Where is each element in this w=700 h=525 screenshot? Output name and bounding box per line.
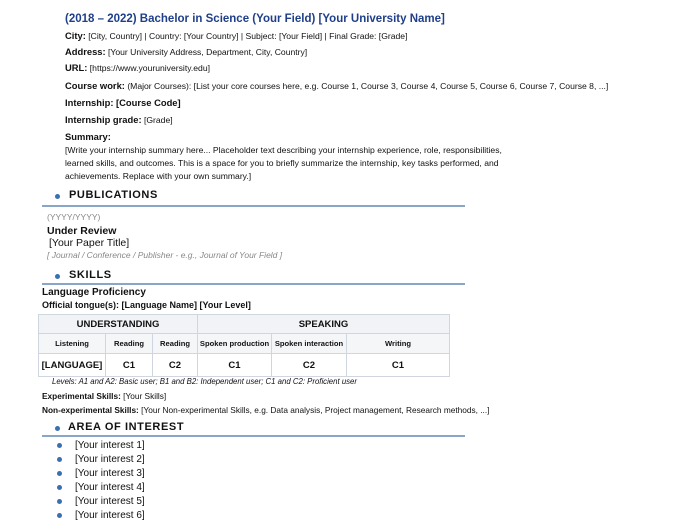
experimental-skills-value: [Your Skills] <box>123 391 167 401</box>
education-internship-row <box>65 97 181 108</box>
education-course-row <box>65 80 608 91</box>
language-proficiency-heading: Language Proficiency <box>42 287 146 298</box>
internship-label: Internship: [Course Code] <box>65 97 181 108</box>
mother-tongue: Official tongue(s): [Language Name] [Your Level] <box>42 300 251 310</box>
publication-title: [Your Paper Title] <box>49 237 130 249</box>
experimental-skills-row <box>42 391 166 401</box>
bullet-icon <box>57 443 62 448</box>
url-value: [https://www.youruniversity.edu] <box>89 63 210 73</box>
bullet-icon <box>57 499 62 504</box>
understanding-header: UNDERSTANDING <box>39 315 198 334</box>
interest-item: [Your interest 4] <box>57 482 145 493</box>
experimental-skills-label: Experimental Skills: <box>42 391 121 401</box>
publication-status: Under Review <box>47 225 117 237</box>
publication-date: (YYYY/YYYY) <box>47 212 101 222</box>
publication-journal: [ Journal / Conference / Publisher - e.g., Journal of Your Field ] <box>47 250 283 260</box>
section-bullet-icon <box>55 274 60 279</box>
education-grade-row <box>65 114 173 125</box>
section-divider <box>42 205 465 207</box>
level-cell: C2 <box>272 354 347 377</box>
publications-heading: PUBLICATIONS <box>69 189 158 201</box>
level-cell: C1 <box>106 354 153 377</box>
column-header: Writing <box>347 334 450 354</box>
level-cell: C2 <box>153 354 198 377</box>
internship-grade-value: [Grade] <box>143 115 173 125</box>
language-table-value-row <box>39 354 450 377</box>
address-value: [Your University Address, Department, City, Country] <box>108 47 308 57</box>
education-url-row <box>65 62 210 73</box>
url-label: URL: <box>65 62 88 73</box>
interests-heading: AREA OF INTEREST <box>68 421 185 433</box>
summary-line: learned skills, and outcomes. This is a space for you to briefly summarize the internship, key tasks performed, and <box>65 158 499 168</box>
bullet-icon <box>57 457 62 462</box>
speaking-header: SPEAKING <box>198 315 450 334</box>
column-header: Reading <box>153 334 198 354</box>
internship-grade-label: Internship grade: <box>65 114 142 125</box>
interest-item: [Your interest 6] <box>57 510 145 521</box>
summary-line: [Write your internship summary here... Placeholder text describing your internship experience, role, responsibilities, <box>65 145 502 155</box>
interest-item: [Your interest 3] <box>57 468 145 479</box>
summary-line: achievements. Replace with your own summary.] <box>65 171 252 181</box>
interest-item: [Your interest 1] <box>57 440 145 451</box>
skills-heading: SKILLS <box>69 269 112 281</box>
language-table <box>38 314 450 377</box>
bullet-icon <box>57 513 62 518</box>
education-address-row <box>65 46 307 57</box>
language-table-group-row <box>39 315 450 334</box>
bullet-icon <box>57 471 62 476</box>
section-bullet-icon <box>55 426 60 431</box>
levels-note: Levels: A1 and A2: Basic user; B1 and B2: Independent user; C1 and C2: Proficient user <box>52 377 357 386</box>
section-divider <box>42 283 465 285</box>
column-header: Spoken production <box>198 334 272 354</box>
address-label: Address: <box>65 46 106 57</box>
language-table-column-row <box>39 334 450 354</box>
level-cell: C1 <box>198 354 272 377</box>
column-header: Listening <box>39 334 106 354</box>
section-divider <box>42 435 465 437</box>
city-value: [City, Country] | Country: [Your Country] | Subject: [Your Field] | Final Grade: [Grade] <box>88 31 408 41</box>
bullet-icon <box>57 485 62 490</box>
course-value: (Major Courses): [List your core courses here, e.g. Course 1, Course 3, Course 4, Course 5, Course 6, Course 7, Course 8, ...] <box>127 81 609 91</box>
course-label: Course work: <box>65 80 125 91</box>
summary-heading: Summary: <box>65 131 111 142</box>
city-label: City: <box>65 30 86 41</box>
column-header: Spoken interaction <box>272 334 347 354</box>
nonexperimental-skills-label: Non-experimental Skills: <box>42 405 139 415</box>
section-bullet-icon <box>55 194 60 199</box>
interest-item: [Your interest 2] <box>57 454 145 465</box>
nonexperimental-skills-value: [Your Non-experimental Skills, e.g. Data analysis, Project management, Research methods, ...] <box>141 405 490 415</box>
column-header: Reading <box>106 334 153 354</box>
level-cell: C1 <box>347 354 450 377</box>
nonexperimental-skills-row <box>42 405 489 415</box>
education-city-row <box>65 30 407 41</box>
interest-item: [Your interest 5] <box>57 496 145 507</box>
language-name-cell: [LANGUAGE] <box>39 354 106 377</box>
education-title: (2018 – 2022) Bachelor in Science (Your Field) [Your University Name] <box>65 13 445 25</box>
